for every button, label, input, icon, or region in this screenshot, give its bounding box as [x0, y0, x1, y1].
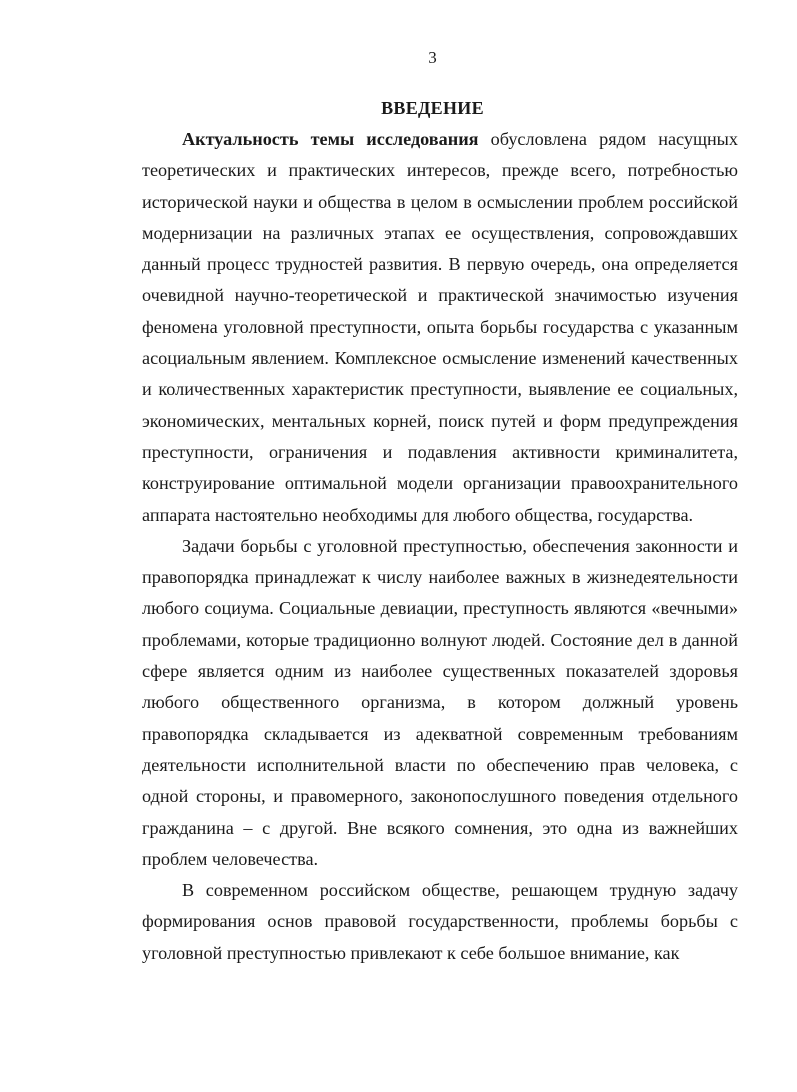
paragraph-2-text: Задачи борьбы с уголовной преступностью, обеспечения законности и правопорядка принадлежат к числу наиболее важных в жизнедеятельности любого социума. Социальные девиации, преступность являются «вечными» проблемами, которые традиционно волнуют людей. Состояние дел в данной сфере является одним из наиболее существенных показателей здоровья любого общественного организма, в котором должный уровень правопорядка складывается из адекватной современным требованиям деятельности исполнительной власти по обеспечению прав человека, с одной стороны, и правомерного, законопослушного поведения отдельного гражданина – с другой. Вне всякого сомнения, это одна из важнейших проблем человечества.: [142, 535, 738, 869]
paragraph-1: [142, 124, 738, 531]
paragraph-1-text: обусловлена рядом насущных теоретических и практических интересов, прежде всего, потребностью исторической науки и общества в целом в осмыслении проблем российской модернизации на различных этапах ее осуществления, сопровождавших данный процесс трудностей развития. В первую очередь, она определяется очевидной научно-теоретической и практической значимостью изучения феномена уголовной преступности, опыта борьбы государства с указанным асоциальным явлением. Комплексное осмысление изменений качественных и количественных характеристик преступности, выявление ее социальных, экономических, ментальных корней, поиск путей и форм предупреждения преступности, ограничения и подавления активности криминалитета, конструирование оптимальной модели организации правоохранительного аппарата настоятельно необходимы для любого общества, государства.: [142, 129, 738, 525]
paragraph-3-text: В современном российском обществе, решающем трудную задачу формирования основ правовой государственности, проблемы борьбы с уголовной преступностью привлекают к себе большое внимание, как: [142, 880, 738, 963]
section-heading: ВВЕДЕНИЕ: [381, 98, 484, 118]
page-number: 3: [428, 48, 437, 67]
paragraph-3: [142, 875, 738, 969]
paragraph-1-lead: Актуальность темы исследования: [182, 129, 479, 149]
body-text: [142, 124, 738, 969]
paragraph-2: [142, 531, 738, 875]
